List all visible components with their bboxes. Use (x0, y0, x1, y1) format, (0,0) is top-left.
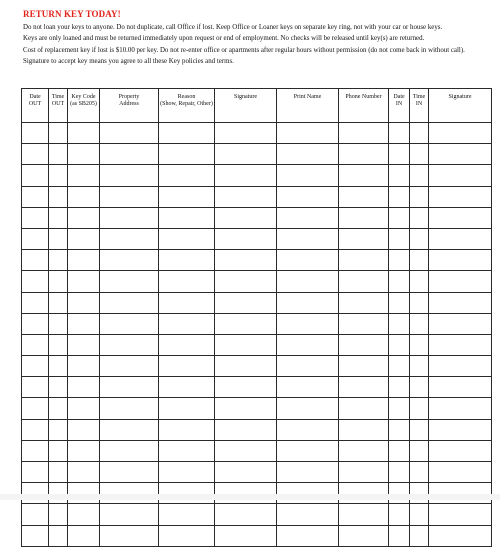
table-cell[interactable] (49, 440, 68, 461)
table-cell[interactable] (49, 228, 68, 249)
table-cell[interactable] (159, 419, 215, 440)
table-cell[interactable] (159, 186, 215, 207)
table-cell[interactable] (49, 186, 68, 207)
table-cell[interactable] (277, 207, 339, 228)
table-cell[interactable] (100, 377, 159, 398)
table-cell[interactable] (68, 334, 100, 355)
table-cell[interactable] (429, 377, 492, 398)
table-cell[interactable] (68, 186, 100, 207)
table-cell[interactable] (339, 313, 389, 334)
table-cell[interactable] (429, 462, 492, 483)
table-cell[interactable] (22, 313, 49, 334)
table-cell[interactable] (215, 356, 277, 377)
table-row (22, 398, 492, 419)
column-header-date-in: Date IN (389, 89, 410, 123)
table-cell[interactable] (215, 462, 277, 483)
table-cell[interactable] (339, 271, 389, 292)
table-cell[interactable] (159, 356, 215, 377)
table-cell[interactable] (410, 356, 429, 377)
table-row (22, 271, 492, 292)
table-cell[interactable] (339, 228, 389, 249)
table-cell[interactable] (429, 440, 492, 461)
table-cell[interactable] (339, 419, 389, 440)
table-cell[interactable] (215, 207, 277, 228)
table-cell[interactable] (389, 292, 410, 313)
table-cell[interactable] (100, 292, 159, 313)
table-cell[interactable] (159, 504, 215, 525)
table-cell[interactable] (159, 440, 215, 461)
table-cell[interactable] (100, 525, 159, 546)
table-cell[interactable] (68, 525, 100, 546)
table-cell[interactable] (22, 462, 49, 483)
table-cell[interactable] (68, 377, 100, 398)
form-title: RETURN KEY TODAY! (23, 9, 121, 19)
column-header-phone-number: Phone Number (339, 89, 389, 123)
table-cell[interactable] (100, 356, 159, 377)
table-cell[interactable] (215, 186, 277, 207)
table-cell[interactable] (22, 525, 49, 546)
table-cell[interactable] (429, 334, 492, 355)
key-log-table (21, 88, 492, 547)
table-cell[interactable] (22, 207, 49, 228)
table-row (22, 292, 492, 313)
table-cell[interactable] (215, 419, 277, 440)
table-cell[interactable] (22, 440, 49, 461)
table-cell[interactable] (429, 250, 492, 271)
table-row (22, 165, 492, 186)
table-cell[interactable] (277, 313, 339, 334)
table-cell[interactable] (277, 440, 339, 461)
table-row (22, 525, 492, 546)
table-cell[interactable] (215, 377, 277, 398)
column-header-signature-out: Signature (215, 89, 277, 123)
table-cell[interactable] (68, 419, 100, 440)
table-cell[interactable] (49, 377, 68, 398)
table-cell[interactable] (277, 292, 339, 313)
table-cell[interactable] (339, 525, 389, 546)
table-cell[interactable] (410, 377, 429, 398)
table-cell[interactable] (389, 144, 410, 165)
table-cell[interactable] (277, 123, 339, 144)
table-cell[interactable] (339, 356, 389, 377)
table-cell[interactable] (339, 250, 389, 271)
table-cell[interactable] (389, 250, 410, 271)
table-cell[interactable] (277, 250, 339, 271)
table-cell[interactable] (68, 250, 100, 271)
table-cell[interactable] (215, 292, 277, 313)
table-cell[interactable] (429, 292, 492, 313)
column-header-signature-in: Signature (429, 89, 492, 123)
table-cell[interactable] (22, 356, 49, 377)
table-cell[interactable] (22, 123, 49, 144)
table-cell[interactable] (429, 525, 492, 546)
table-body (22, 123, 492, 547)
table-cell[interactable] (215, 144, 277, 165)
table-cell[interactable] (277, 334, 339, 355)
table-cell[interactable] (339, 292, 389, 313)
policy-line: Signature to accept key means you agree to all these Key policies and terms. (23, 58, 234, 66)
table-cell[interactable] (68, 271, 100, 292)
table-cell[interactable] (159, 462, 215, 483)
table-cell[interactable] (429, 165, 492, 186)
table-row (22, 377, 492, 398)
table-cell[interactable] (410, 292, 429, 313)
table-cell[interactable] (49, 144, 68, 165)
table-cell[interactable] (68, 165, 100, 186)
table-cell[interactable] (68, 504, 100, 525)
table-cell[interactable] (429, 398, 492, 419)
table-cell[interactable] (429, 144, 492, 165)
table-cell[interactable] (277, 419, 339, 440)
table-cell[interactable] (22, 419, 49, 440)
table-cell[interactable] (215, 525, 277, 546)
table-cell[interactable] (429, 123, 492, 144)
table-cell[interactable] (429, 186, 492, 207)
table-cell[interactable] (22, 504, 49, 525)
column-header-key-code: Key Code (as SB205) (68, 89, 100, 123)
table-cell[interactable] (68, 123, 100, 144)
form-header (21, 9, 491, 68)
table-cell[interactable] (159, 207, 215, 228)
table-cell[interactable] (389, 207, 410, 228)
table-cell[interactable] (22, 144, 49, 165)
table-cell[interactable] (339, 186, 389, 207)
table-cell[interactable] (389, 504, 410, 525)
table-row (22, 334, 492, 355)
table-cell[interactable] (68, 462, 100, 483)
table-cell[interactable] (410, 207, 429, 228)
table-cell[interactable] (215, 271, 277, 292)
column-header-time-in: Time IN (410, 89, 429, 123)
table-cell[interactable] (68, 144, 100, 165)
table-cell[interactable] (22, 186, 49, 207)
table-cell[interactable] (49, 207, 68, 228)
table-cell[interactable] (277, 377, 339, 398)
table-cell[interactable] (215, 440, 277, 461)
table-cell[interactable] (277, 271, 339, 292)
table-cell[interactable] (277, 356, 339, 377)
table-row (22, 419, 492, 440)
table-cell[interactable] (410, 271, 429, 292)
table-cell[interactable] (410, 228, 429, 249)
table-cell[interactable] (389, 356, 410, 377)
column-header-date-out: Date OUT (22, 89, 49, 123)
table-cell[interactable] (100, 144, 159, 165)
table-row (22, 462, 492, 483)
table-cell[interactable] (389, 334, 410, 355)
table-cell[interactable] (410, 440, 429, 461)
table-cell[interactable] (410, 165, 429, 186)
table-cell[interactable] (22, 377, 49, 398)
table-cell[interactable] (159, 165, 215, 186)
table-cell[interactable] (100, 123, 159, 144)
table-row (22, 228, 492, 249)
table-row (22, 356, 492, 377)
table-cell[interactable] (389, 377, 410, 398)
table-cell[interactable] (277, 228, 339, 249)
table-cell[interactable] (159, 228, 215, 249)
table-cell[interactable] (159, 123, 215, 144)
table-cell[interactable] (389, 271, 410, 292)
column-header-time-out: Time OUT (49, 89, 68, 123)
table-cell[interactable] (339, 504, 389, 525)
table-cell[interactable] (339, 398, 389, 419)
table-cell[interactable] (100, 462, 159, 483)
table-cell[interactable] (22, 398, 49, 419)
table-cell[interactable] (100, 313, 159, 334)
table-cell[interactable] (49, 525, 68, 546)
table-cell[interactable] (389, 228, 410, 249)
table-cell[interactable] (339, 123, 389, 144)
table-cell[interactable] (277, 144, 339, 165)
table-row (22, 504, 492, 525)
table-row (22, 440, 492, 461)
table-row (22, 144, 492, 165)
table-cell[interactable] (215, 165, 277, 186)
table-cell[interactable] (410, 462, 429, 483)
table-cell[interactable] (429, 356, 492, 377)
policy-line: Do not loan your keys to anyone. Do not duplicate, call Office if lost. Keep Office or Loaner keys on separate key ring, not with your car or house keys. (23, 24, 443, 31)
table-cell[interactable] (389, 398, 410, 419)
table-cell[interactable] (410, 525, 429, 546)
table-cell[interactable] (410, 250, 429, 271)
table-cell[interactable] (22, 334, 49, 355)
table-cell[interactable] (339, 440, 389, 461)
table-cell[interactable] (429, 313, 492, 334)
policy-line: Cost of replacement key if lost is $10.00 per key. Do not re-enter office or apartments after regular hours without permission (do not come back in without call). (23, 46, 465, 54)
table-cell[interactable] (410, 504, 429, 525)
table-cell[interactable] (49, 398, 68, 419)
table-cell[interactable] (159, 144, 215, 165)
table-cell[interactable] (49, 123, 68, 144)
column-header-property-address: Property Address (100, 89, 159, 123)
table-cell[interactable] (410, 334, 429, 355)
table-cell[interactable] (277, 462, 339, 483)
table-cell[interactable] (49, 313, 68, 334)
table-cell[interactable] (389, 440, 410, 461)
table-cell[interactable] (339, 207, 389, 228)
table-cell[interactable] (410, 144, 429, 165)
table-cell[interactable] (100, 271, 159, 292)
table-cell[interactable] (410, 313, 429, 334)
table-cell[interactable] (339, 462, 389, 483)
table-cell[interactable] (49, 271, 68, 292)
policy-line: Keys are only loaned and must be returned immediately upon request or end of employment. No checks will be released until key(s) are returned. (23, 35, 425, 43)
table-cell[interactable] (49, 419, 68, 440)
table-cell[interactable] (159, 398, 215, 419)
table-cell[interactable] (49, 250, 68, 271)
table-row (22, 207, 492, 228)
table-cell[interactable] (68, 398, 100, 419)
table-cell[interactable] (159, 334, 215, 355)
table-cell[interactable] (215, 250, 277, 271)
table-cell[interactable] (22, 165, 49, 186)
table-cell[interactable] (159, 313, 215, 334)
table-cell[interactable] (100, 398, 159, 419)
table-cell[interactable] (410, 419, 429, 440)
table-cell[interactable] (215, 334, 277, 355)
table-cell[interactable] (215, 123, 277, 144)
table-cell[interactable] (389, 419, 410, 440)
table-cell[interactable] (159, 271, 215, 292)
table-cell[interactable] (215, 228, 277, 249)
table-cell[interactable] (159, 292, 215, 313)
table-cell[interactable] (49, 334, 68, 355)
table-cell[interactable] (389, 313, 410, 334)
table-row (22, 250, 492, 271)
table-cell[interactable] (339, 377, 389, 398)
table-cell[interactable] (389, 123, 410, 144)
table-cell[interactable] (100, 419, 159, 440)
table-cell[interactable] (429, 271, 492, 292)
table-cell[interactable] (410, 398, 429, 419)
table-cell[interactable] (215, 398, 277, 419)
table-cell[interactable] (49, 165, 68, 186)
table-cell[interactable] (49, 356, 68, 377)
table-row (22, 186, 492, 207)
table-cell[interactable] (49, 462, 68, 483)
table-cell[interactable] (100, 207, 159, 228)
table-cell[interactable] (277, 186, 339, 207)
table-cell[interactable] (429, 504, 492, 525)
table-cell[interactable] (49, 504, 68, 525)
table-cell[interactable] (159, 377, 215, 398)
table-cell[interactable] (339, 165, 389, 186)
table-cell[interactable] (22, 250, 49, 271)
table-cell[interactable] (277, 165, 339, 186)
table-cell[interactable] (100, 165, 159, 186)
page-bottom-edge (0, 494, 500, 500)
table-cell[interactable] (68, 313, 100, 334)
table-cell[interactable] (68, 440, 100, 461)
table-cell[interactable] (215, 313, 277, 334)
table-cell[interactable] (389, 462, 410, 483)
table-cell[interactable] (22, 292, 49, 313)
table-cell[interactable] (100, 334, 159, 355)
table-cell[interactable] (159, 250, 215, 271)
table-cell[interactable] (100, 186, 159, 207)
column-header-print-name: Print Name (277, 89, 339, 123)
table-cell[interactable] (68, 228, 100, 249)
table-cell[interactable] (277, 504, 339, 525)
table-cell[interactable] (389, 525, 410, 546)
table-cell[interactable] (339, 144, 389, 165)
table-cell[interactable] (429, 207, 492, 228)
table-cell[interactable] (159, 525, 215, 546)
table-cell[interactable] (277, 398, 339, 419)
table-cell[interactable] (389, 165, 410, 186)
table-cell[interactable] (68, 292, 100, 313)
table-cell[interactable] (410, 186, 429, 207)
table-cell[interactable] (215, 504, 277, 525)
table-cell[interactable] (100, 504, 159, 525)
table-row (22, 123, 492, 144)
table-cell[interactable] (389, 186, 410, 207)
table-cell[interactable] (68, 207, 100, 228)
table-cell[interactable] (339, 334, 389, 355)
table-cell[interactable] (22, 271, 49, 292)
table-cell[interactable] (277, 525, 339, 546)
column-header-reason: Reason (Show, Repair, Other) (159, 89, 215, 123)
table-cell[interactable] (429, 419, 492, 440)
table-cell[interactable] (100, 250, 159, 271)
table-row (22, 313, 492, 334)
table-cell[interactable] (49, 292, 68, 313)
table-cell[interactable] (410, 123, 429, 144)
table-cell[interactable] (22, 228, 49, 249)
table-cell[interactable] (68, 356, 100, 377)
table-cell[interactable] (429, 228, 492, 249)
table-cell[interactable] (100, 228, 159, 249)
table-cell[interactable] (100, 440, 159, 461)
table-header-row (22, 89, 492, 123)
